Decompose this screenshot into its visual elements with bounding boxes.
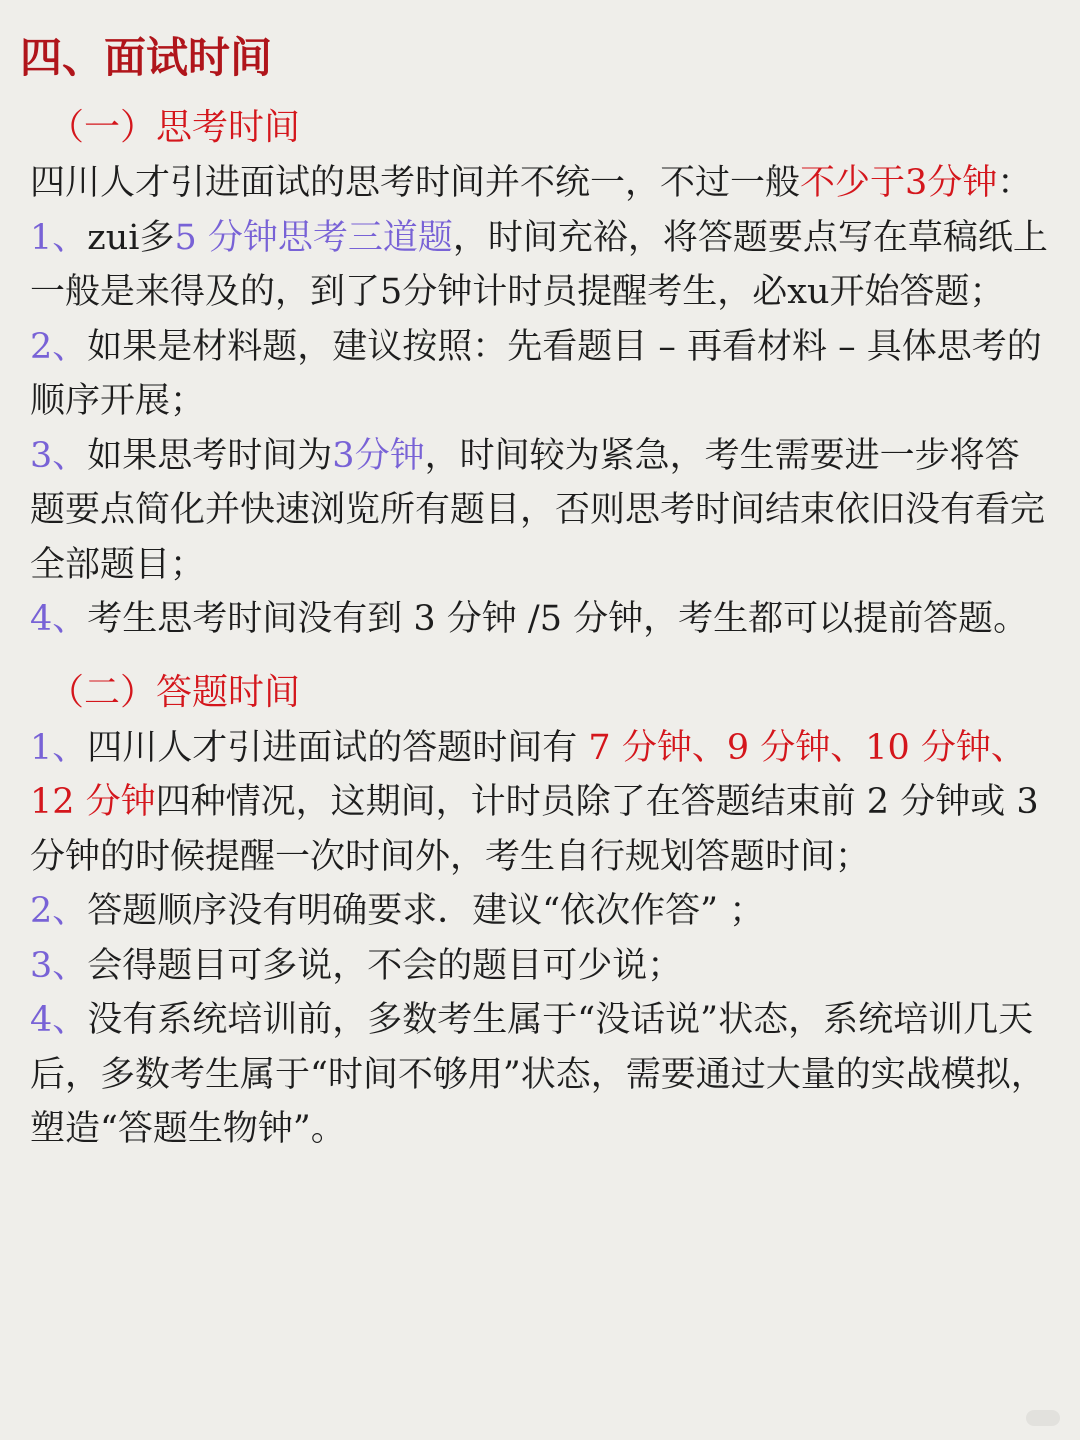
item-text: 四川人才引进面试的答题时间有 (87, 727, 589, 768)
think-intro-paragraph (30, 156, 1050, 211)
think-item-3 (30, 429, 1050, 593)
answer-item-4 (30, 993, 1050, 1157)
item-number: 3、 (30, 435, 88, 476)
intro-highlight: 不少于3分钟 (800, 163, 998, 203)
item-text: 如果是材料题，建议按照：先看题目 – 再看材料 – 具体思考的顺序开展； (30, 326, 1042, 421)
item-highlight: 5 分钟思考三道题 (174, 217, 453, 258)
think-time-heading: （一）思考时间 (48, 107, 301, 148)
item-text: ，时间充裕，将答题要点写在草稿纸上一般是来得及的，到了5分钟计时员提醒考生，必xu开始答题； (30, 217, 1048, 312)
item-number: 2、 (30, 326, 88, 367)
item-text: 答题顺序没有明确要求．建议“依次作答” ； (87, 891, 765, 931)
item-number: 1、 (30, 217, 88, 258)
think-item-1 (30, 211, 1050, 320)
item-number: 4、 (30, 1000, 88, 1040)
item-text: 四种情况，这期间，计时员除了在答题结束前 2 分钟或 3 分钟的时候提醒一次时间外，考生自行规划答题时间； (30, 782, 1039, 877)
item-number: 1、 (30, 727, 88, 768)
item-text: ，时间较为紧急，考生需要进一步将答题要点简化并快速浏览所有题目，否则思考时间结束依旧没有看完全部题目； (30, 435, 1046, 585)
intro-text: 四川人才引进面试的思考时间并不统一，不过一般 (30, 163, 801, 203)
item-number: 3、 (30, 945, 88, 986)
section-title: 四、面试时间 (20, 33, 273, 82)
watermark-mark (1026, 1410, 1060, 1426)
answer-time-heading: （二）答题时间 (48, 671, 301, 713)
item-text: 如果思考时间为 (87, 435, 333, 476)
item-number: 2、 (30, 891, 88, 931)
item-text: 会得题目可多说，不会的题目可少说； (87, 945, 683, 986)
intro-colon: ： (997, 163, 1033, 203)
think-item-4 (30, 592, 1050, 647)
item-text: zui多 (87, 217, 175, 258)
item-text: 没有系统培训前，多数考生属于“没话说”状态，系统培训几天后，多数考生属于“时间不够用”状态，需要通过大量的实战模拟，塑造“答题生物钟”。 (30, 1000, 1046, 1149)
item-number: 4、 (30, 599, 88, 639)
answer-item-1 (30, 721, 1050, 885)
think-item-2 (30, 320, 1050, 429)
answer-item-3 (30, 939, 1050, 994)
item-highlight: 3分钟 (332, 435, 425, 476)
item-highlight: 7 分钟、9 分钟、10 分钟、12 分钟 (30, 727, 1026, 822)
item-text: 考生思考时间没有到 3 分钟 /5 分钟，考生都可以提前答题。 (87, 599, 1029, 639)
answer-item-2 (30, 884, 1050, 939)
